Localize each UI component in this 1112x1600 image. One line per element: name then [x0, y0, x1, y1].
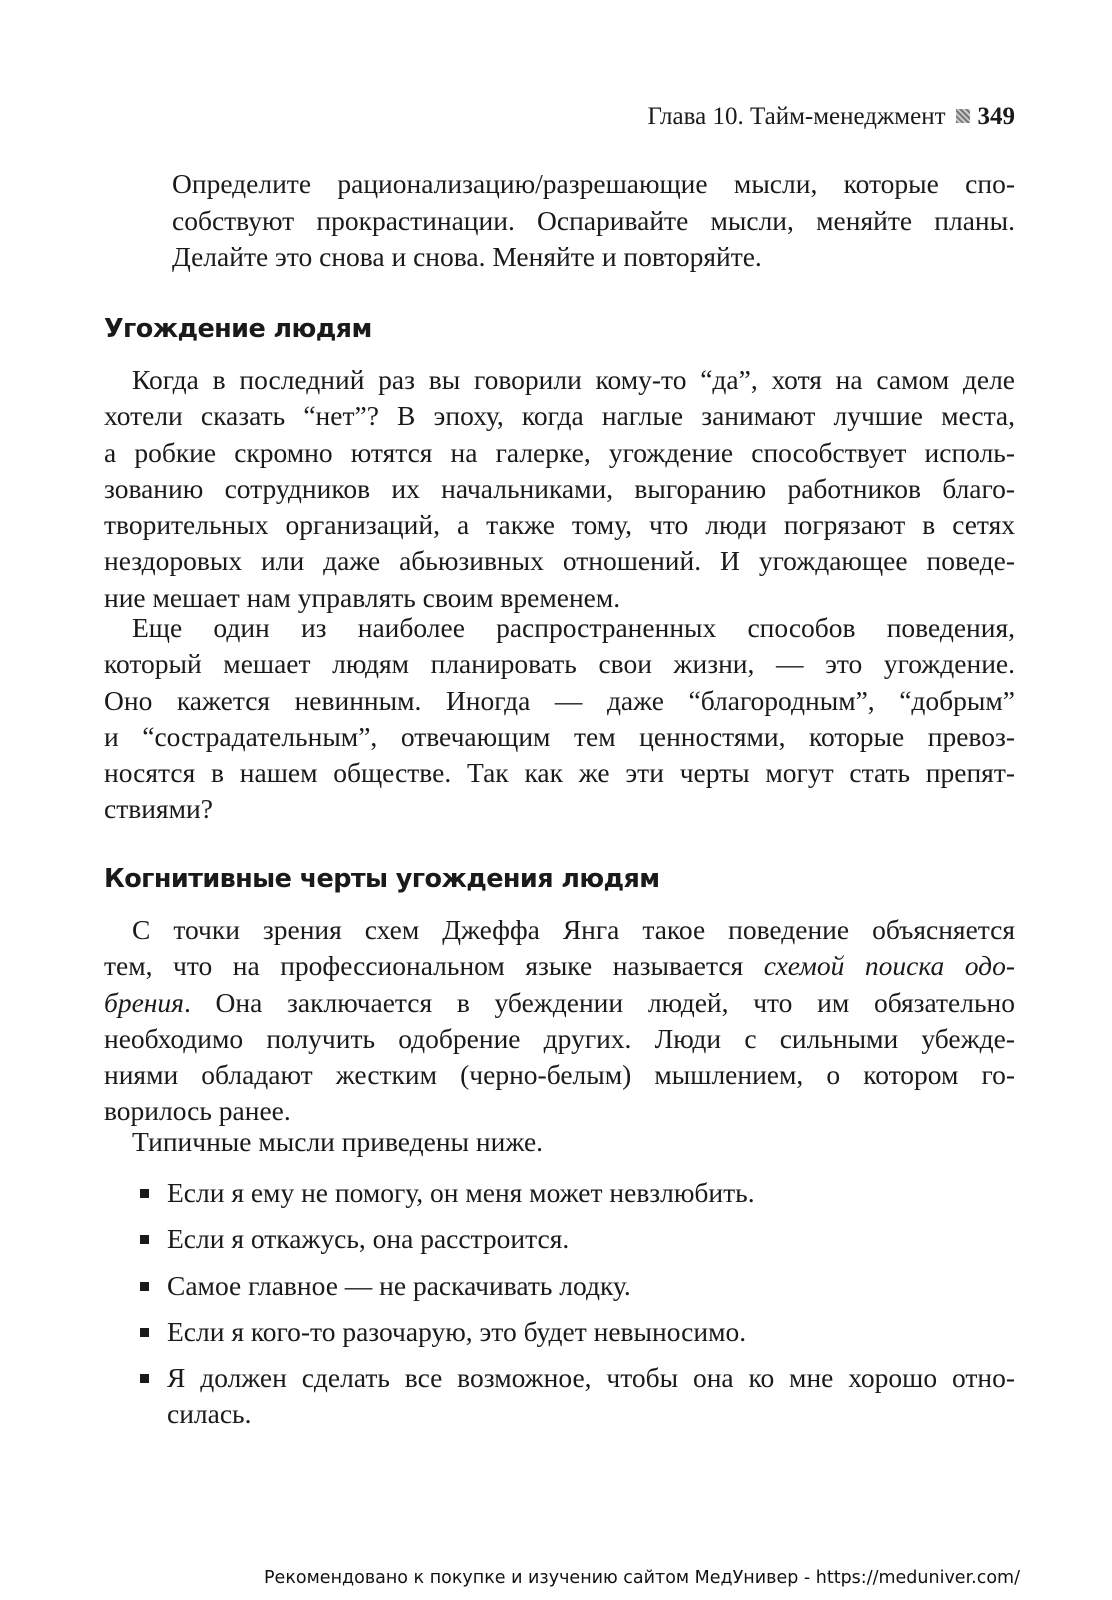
quote-line: Делайте это снова и снова. Меняйте и повторяйте. — [172, 241, 762, 272]
italic-term: брения — [104, 986, 184, 1018]
italic-term: схемой поиска одо- — [763, 950, 1015, 982]
list-item-text: Если я кого-то разочарую, это будет невыносимо. — [167, 1315, 747, 1347]
paragraph-line — [104, 948, 1015, 984]
paragraph-line: С точки зрения схем Джеффа Янга такое поведение объясняется — [132, 914, 1015, 945]
paragraph — [104, 1124, 1015, 1160]
paragraph-line: Типичные мысли приведены ниже. — [132, 1126, 544, 1157]
quote-line: Определите рационализацию/разрешающие мысли, которые спо- — [172, 168, 1015, 199]
chapter-title: Глава 10. Тайм-менеджмент — [647, 103, 946, 130]
list-item-text: силась. — [167, 1398, 252, 1430]
paragraph-line: ние мешает нам управлять своим временем. — [104, 581, 621, 613]
square-ornament-icon — [956, 109, 970, 123]
paragraph — [104, 912, 1015, 1130]
list-item — [138, 1314, 1015, 1350]
watermark-footer: Рекомендовано к покупке и изучению сайтом МедУнивер - https://meduniver.com/ — [264, 1568, 1020, 1588]
list-item — [138, 1221, 1015, 1257]
paragraph-line: а робкие скромно ютятся на галерке, угождение способствует исполь- — [104, 436, 1015, 468]
paragraph-line: ниями обладают жестким (черно-белым) мышлением, о котором го- — [104, 1059, 1015, 1091]
paragraph-line: ствиями? — [104, 793, 213, 825]
list-item — [138, 1360, 1015, 1433]
paragraph-line: хотели сказать “нет”? В эпоху, когда наглые занимают лучшие места, — [104, 400, 1015, 432]
paragraph-line: носятся в нашем обществе. Так как же эти черты могут стать препят- — [104, 757, 1015, 789]
list-item — [138, 1268, 1015, 1304]
quote-line: собствуют прокрастинации. Оспаривайте мысли, меняйте планы. — [172, 204, 1015, 236]
running-header — [560, 100, 1015, 134]
paragraph-line: Когда в последний раз вы говорили кому-то “да”, хотя на самом деле — [132, 364, 1015, 395]
paragraph-line: который мешает людям планировать свои жизни, — это угождение. — [104, 648, 1015, 680]
bullet-icon — [140, 1189, 149, 1198]
bullet-list — [138, 1175, 1015, 1443]
paragraph-line: необходимо получить одобрение других. Люди с сильными убежде- — [104, 1022, 1015, 1054]
paragraph-line: ворилось ранее. — [104, 1095, 291, 1127]
paragraph-line: Еще один из наиболее распространенных способов поведения, — [132, 612, 1015, 643]
bullet-icon — [140, 1282, 149, 1291]
page-number: 349 — [977, 103, 1015, 130]
list-item — [138, 1175, 1015, 1211]
paragraph-line — [104, 985, 1015, 1021]
paragraph-line: и “сострадательным”, отвечающим тем ценностями, которые превоз- — [104, 720, 1015, 752]
section-heading-people-pleasing: Угождение людям — [104, 314, 372, 344]
paragraph-line: зованию сотрудников их начальниками, выгоранию работников благо- — [104, 472, 1015, 504]
plain-text: . Она заключается в убеждении людей, что им обязательно — [183, 986, 1015, 1018]
list-item-text: Если я ему не помогу, он меня может невзлюбить. — [167, 1177, 755, 1208]
bullet-icon — [140, 1328, 149, 1337]
bullet-icon — [140, 1374, 149, 1383]
list-item-text: Самое главное — не раскачивать лодку. — [167, 1269, 631, 1301]
bullet-icon — [140, 1235, 149, 1244]
list-item-text: Я должен сделать все возможное, чтобы она ко мне хорошо отно- — [167, 1362, 1015, 1394]
paragraph — [104, 362, 1015, 616]
indented-quote — [172, 166, 1015, 276]
paragraph — [104, 610, 1015, 828]
section-heading-cognitive-traits: Когнитивные черты угождения людям — [104, 864, 660, 894]
paragraph-line: творительных организаций, а также тому, что люди погрязают в сетях — [104, 509, 1015, 541]
plain-text: тем, что на профессиональном языке называется — [104, 950, 764, 982]
paragraph-line: Оно кажется невинным. Иногда — даже “благородным”, “добрым” — [104, 684, 1015, 716]
paragraph-line: нездоровых или даже абьюзивных отношений. И угождающее поведе- — [104, 545, 1015, 577]
list-item-text: Если я откажусь, она расстроится. — [167, 1223, 570, 1255]
